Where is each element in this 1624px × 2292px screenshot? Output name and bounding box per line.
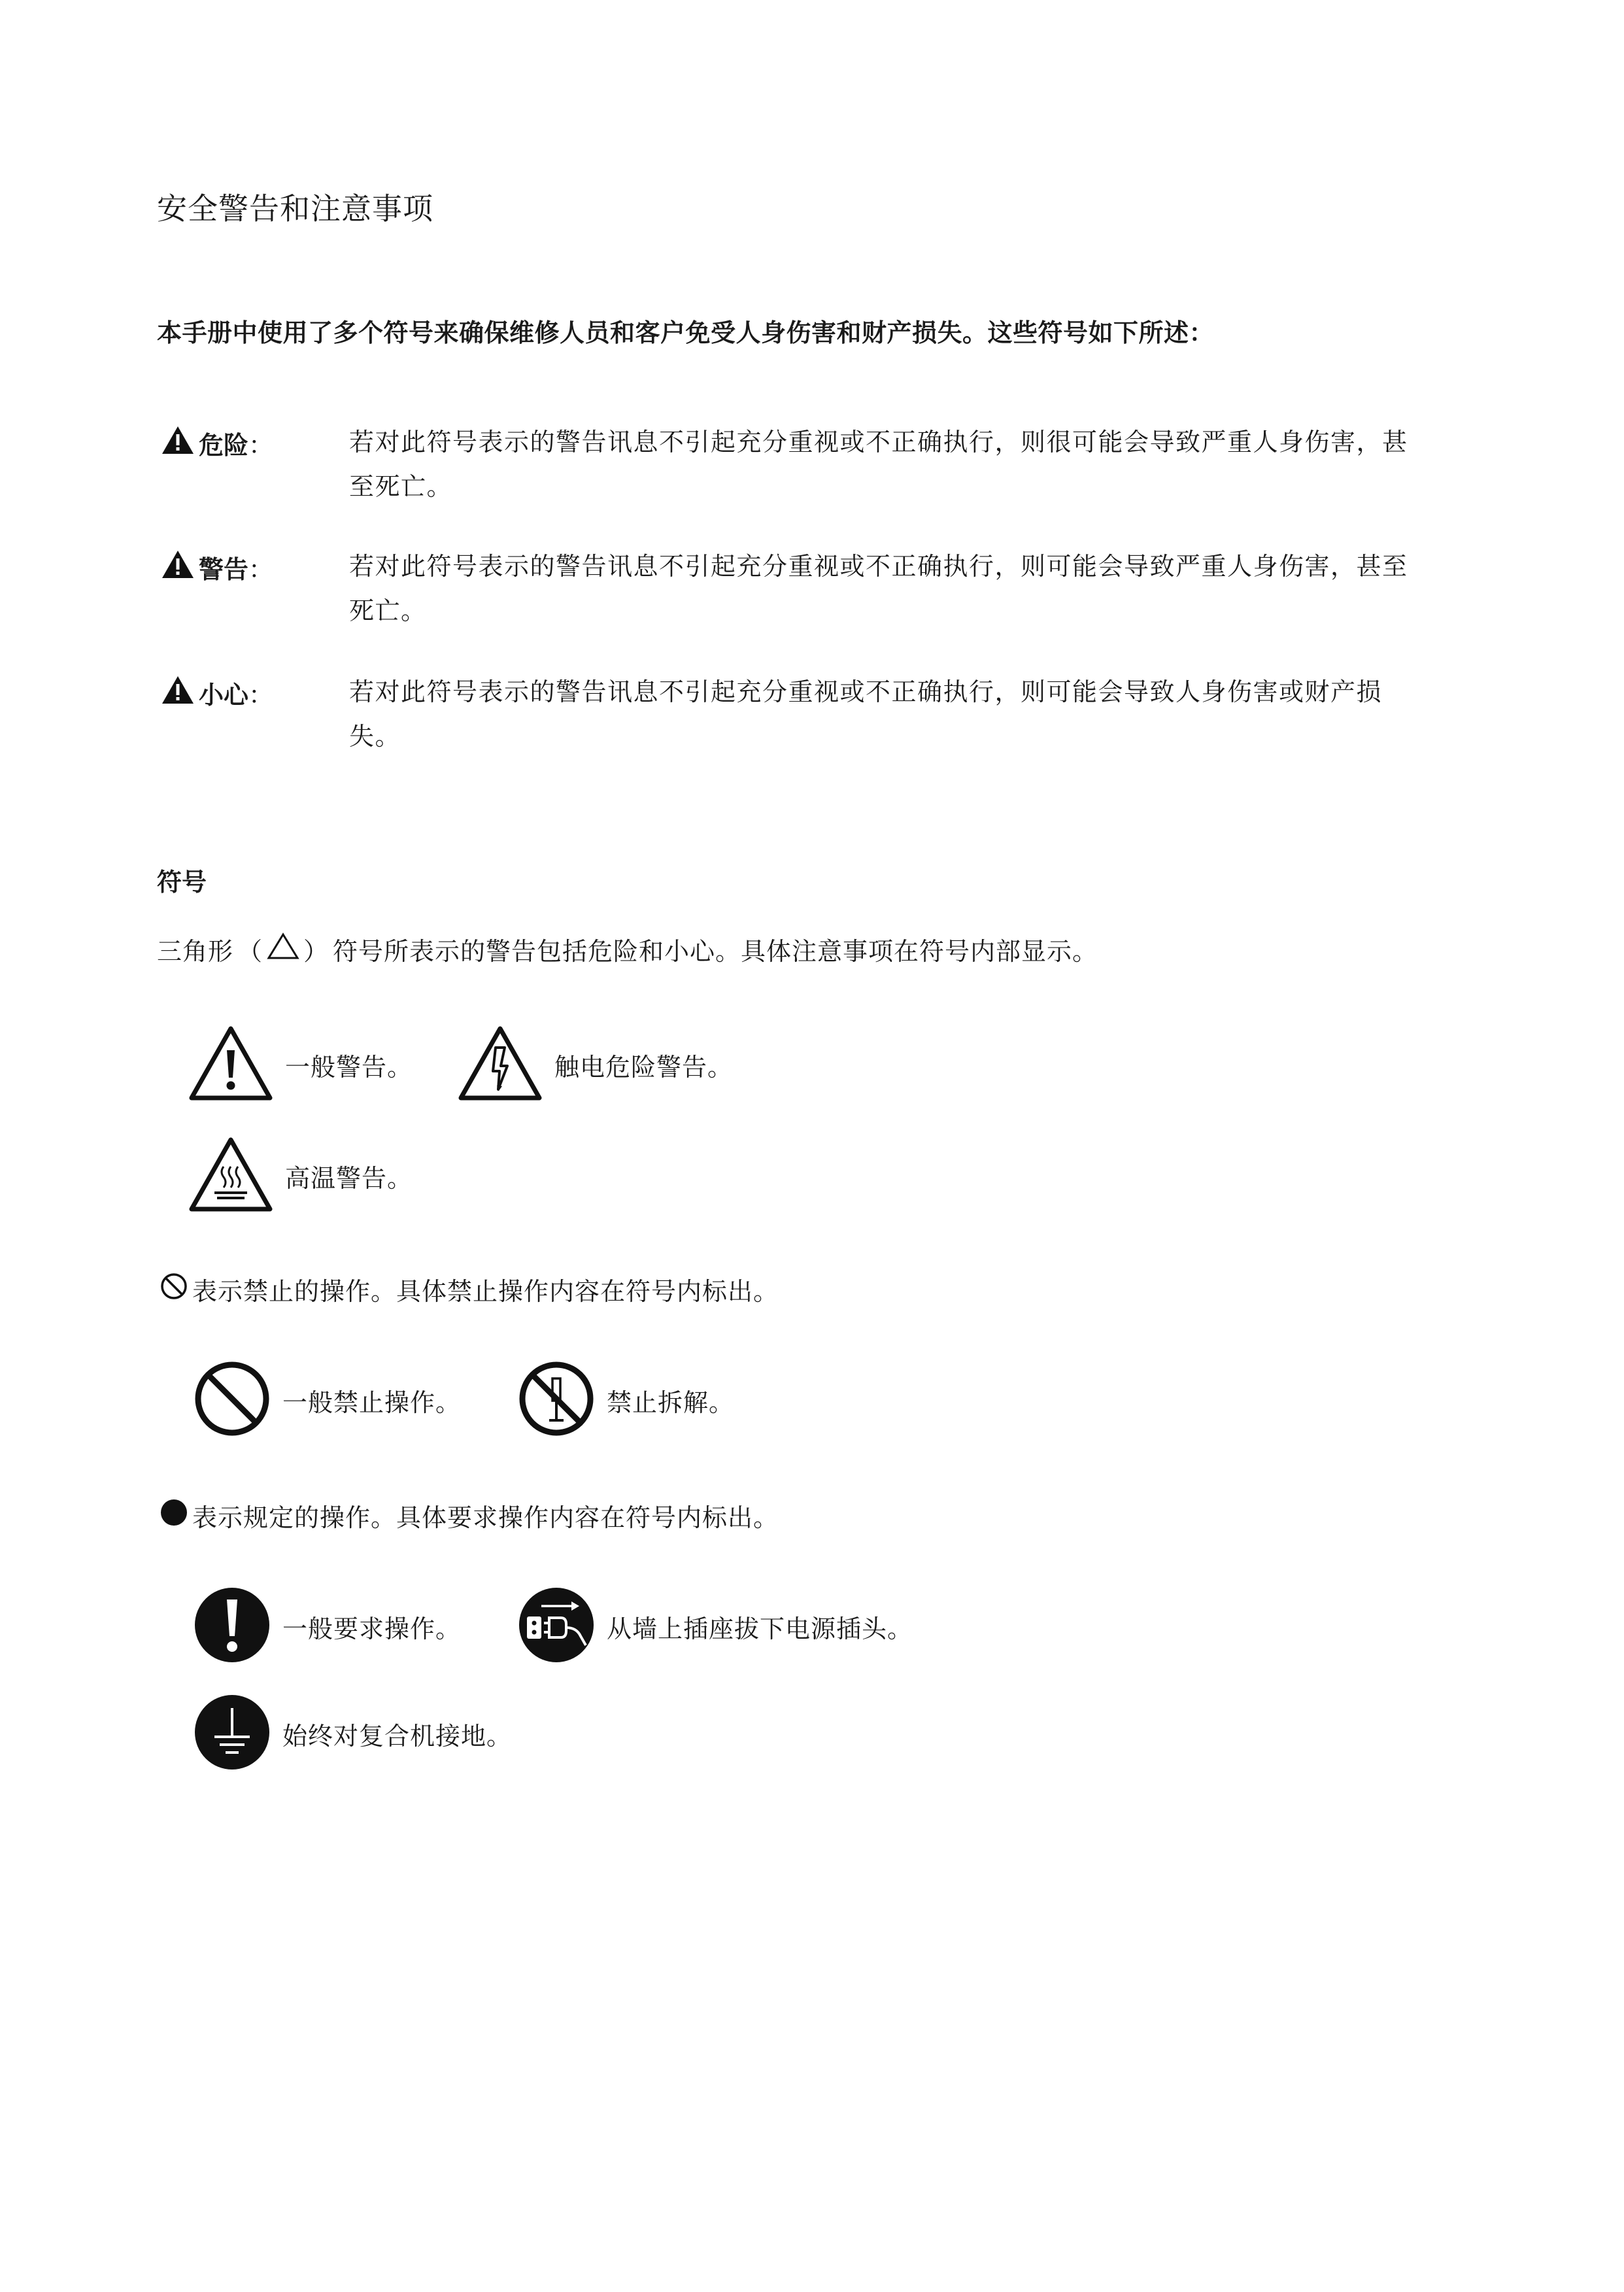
- general-mandatory-item: [194, 1586, 461, 1666]
- general-warning-item: [188, 1025, 413, 1104]
- caution-label: [161, 675, 273, 711]
- general-mandatory-label: 一般要求操作。: [282, 1614, 462, 1643]
- unplug-icon: [518, 1586, 595, 1666]
- symbols-heading: 符号: [157, 868, 207, 897]
- caution-text: [349, 670, 1487, 759]
- high-temperature-item: [188, 1137, 413, 1215]
- general-prohibition-icon: [194, 1360, 271, 1440]
- danger-text: [349, 420, 1487, 509]
- high-temperature-warning-icon: [188, 1137, 273, 1215]
- warning-text-line2: 死亡。: [349, 596, 427, 625]
- warning-name: 警告: [199, 555, 249, 584]
- ground-icon: [194, 1694, 271, 1773]
- general-mandatory-icon: [194, 1586, 271, 1666]
- no-disassembly-icon: [518, 1360, 595, 1440]
- general-warning-icon: [188, 1025, 273, 1104]
- warning-triangle-icon: [161, 425, 195, 461]
- intro-text: 本手册中使用了多个符号来确保维修人员和客户免受人身伤害和财产损失。这些符号如下所述：: [157, 318, 1215, 347]
- warning-text-line1: 若对此符号表示的警告讯息不引起充分重视或不正确执行，则可能会导致严重人身伤害，甚至: [349, 552, 1408, 581]
- general-prohibition-label: 一般禁止操作。: [282, 1388, 462, 1417]
- small-filled-circle-icon: [160, 1498, 188, 1533]
- no-disassembly-label: 禁止拆解。: [607, 1388, 735, 1417]
- warning-label: [161, 549, 273, 585]
- general-warning-label: 一般警告。: [285, 1052, 413, 1082]
- no-disassembly-item: [518, 1360, 734, 1440]
- caution-text-line2: 失。: [349, 722, 401, 751]
- electric-shock-warning-icon: [458, 1025, 543, 1104]
- small-prohibition-icon: [160, 1272, 188, 1307]
- warning-triangle-icon: [161, 549, 195, 585]
- caution-name: 小心: [199, 681, 249, 710]
- outline-triangle-icon: [267, 932, 299, 966]
- mandatory-desc-text: 表示规定的操作。具体要求操作内容在符号内标出。: [192, 1503, 779, 1532]
- electric-shock-label: 触电危险警告。: [554, 1052, 734, 1082]
- danger-text-line1: 若对此符号表示的警告讯息不引起充分重视或不正确执行，则很可能会导致严重人身伤害，甚: [349, 428, 1408, 456]
- prohibition-desc-text: 表示禁止的操作。具体禁止操作内容在符号内标出。: [192, 1277, 779, 1306]
- warning-triangle-icon: [161, 675, 195, 711]
- prohibition-description: [160, 1271, 779, 1307]
- danger-text-line2: 至死亡。: [349, 472, 453, 501]
- caution-text-line1: 若对此符号表示的警告讯息不引起充分重视或不正确执行，则可能会导致人身伤害或财产损: [349, 677, 1383, 706]
- paren-close: ）: [303, 937, 330, 966]
- ground-item: [194, 1694, 512, 1773]
- paren-open: （: [237, 937, 263, 966]
- triangle-description: [157, 931, 1098, 967]
- mandatory-description: [160, 1497, 779, 1533]
- unplug-label: 从墙上插座拔下电源插头。: [607, 1614, 913, 1643]
- triangle-desc-after: 符号所表示的警告包括危险和小心。具体注意事项在符号内部显示。: [333, 937, 1098, 966]
- danger-colon: ：: [248, 431, 274, 460]
- unplug-item: [518, 1586, 913, 1666]
- ground-label: 始终对复合机接地。: [282, 1721, 513, 1751]
- warning-text: [349, 544, 1487, 633]
- warning-colon: ：: [248, 555, 274, 584]
- danger-name: 危险: [199, 431, 249, 460]
- triangle-desc-before: 三角形: [157, 937, 234, 966]
- electric-shock-item: [458, 1025, 733, 1104]
- danger-label: [161, 425, 273, 461]
- caution-colon: ：: [248, 681, 274, 710]
- high-temperature-label: 高温警告。: [285, 1163, 413, 1193]
- general-prohibition-item: [194, 1360, 461, 1440]
- page-title: 安全警告和注意事项: [157, 191, 433, 226]
